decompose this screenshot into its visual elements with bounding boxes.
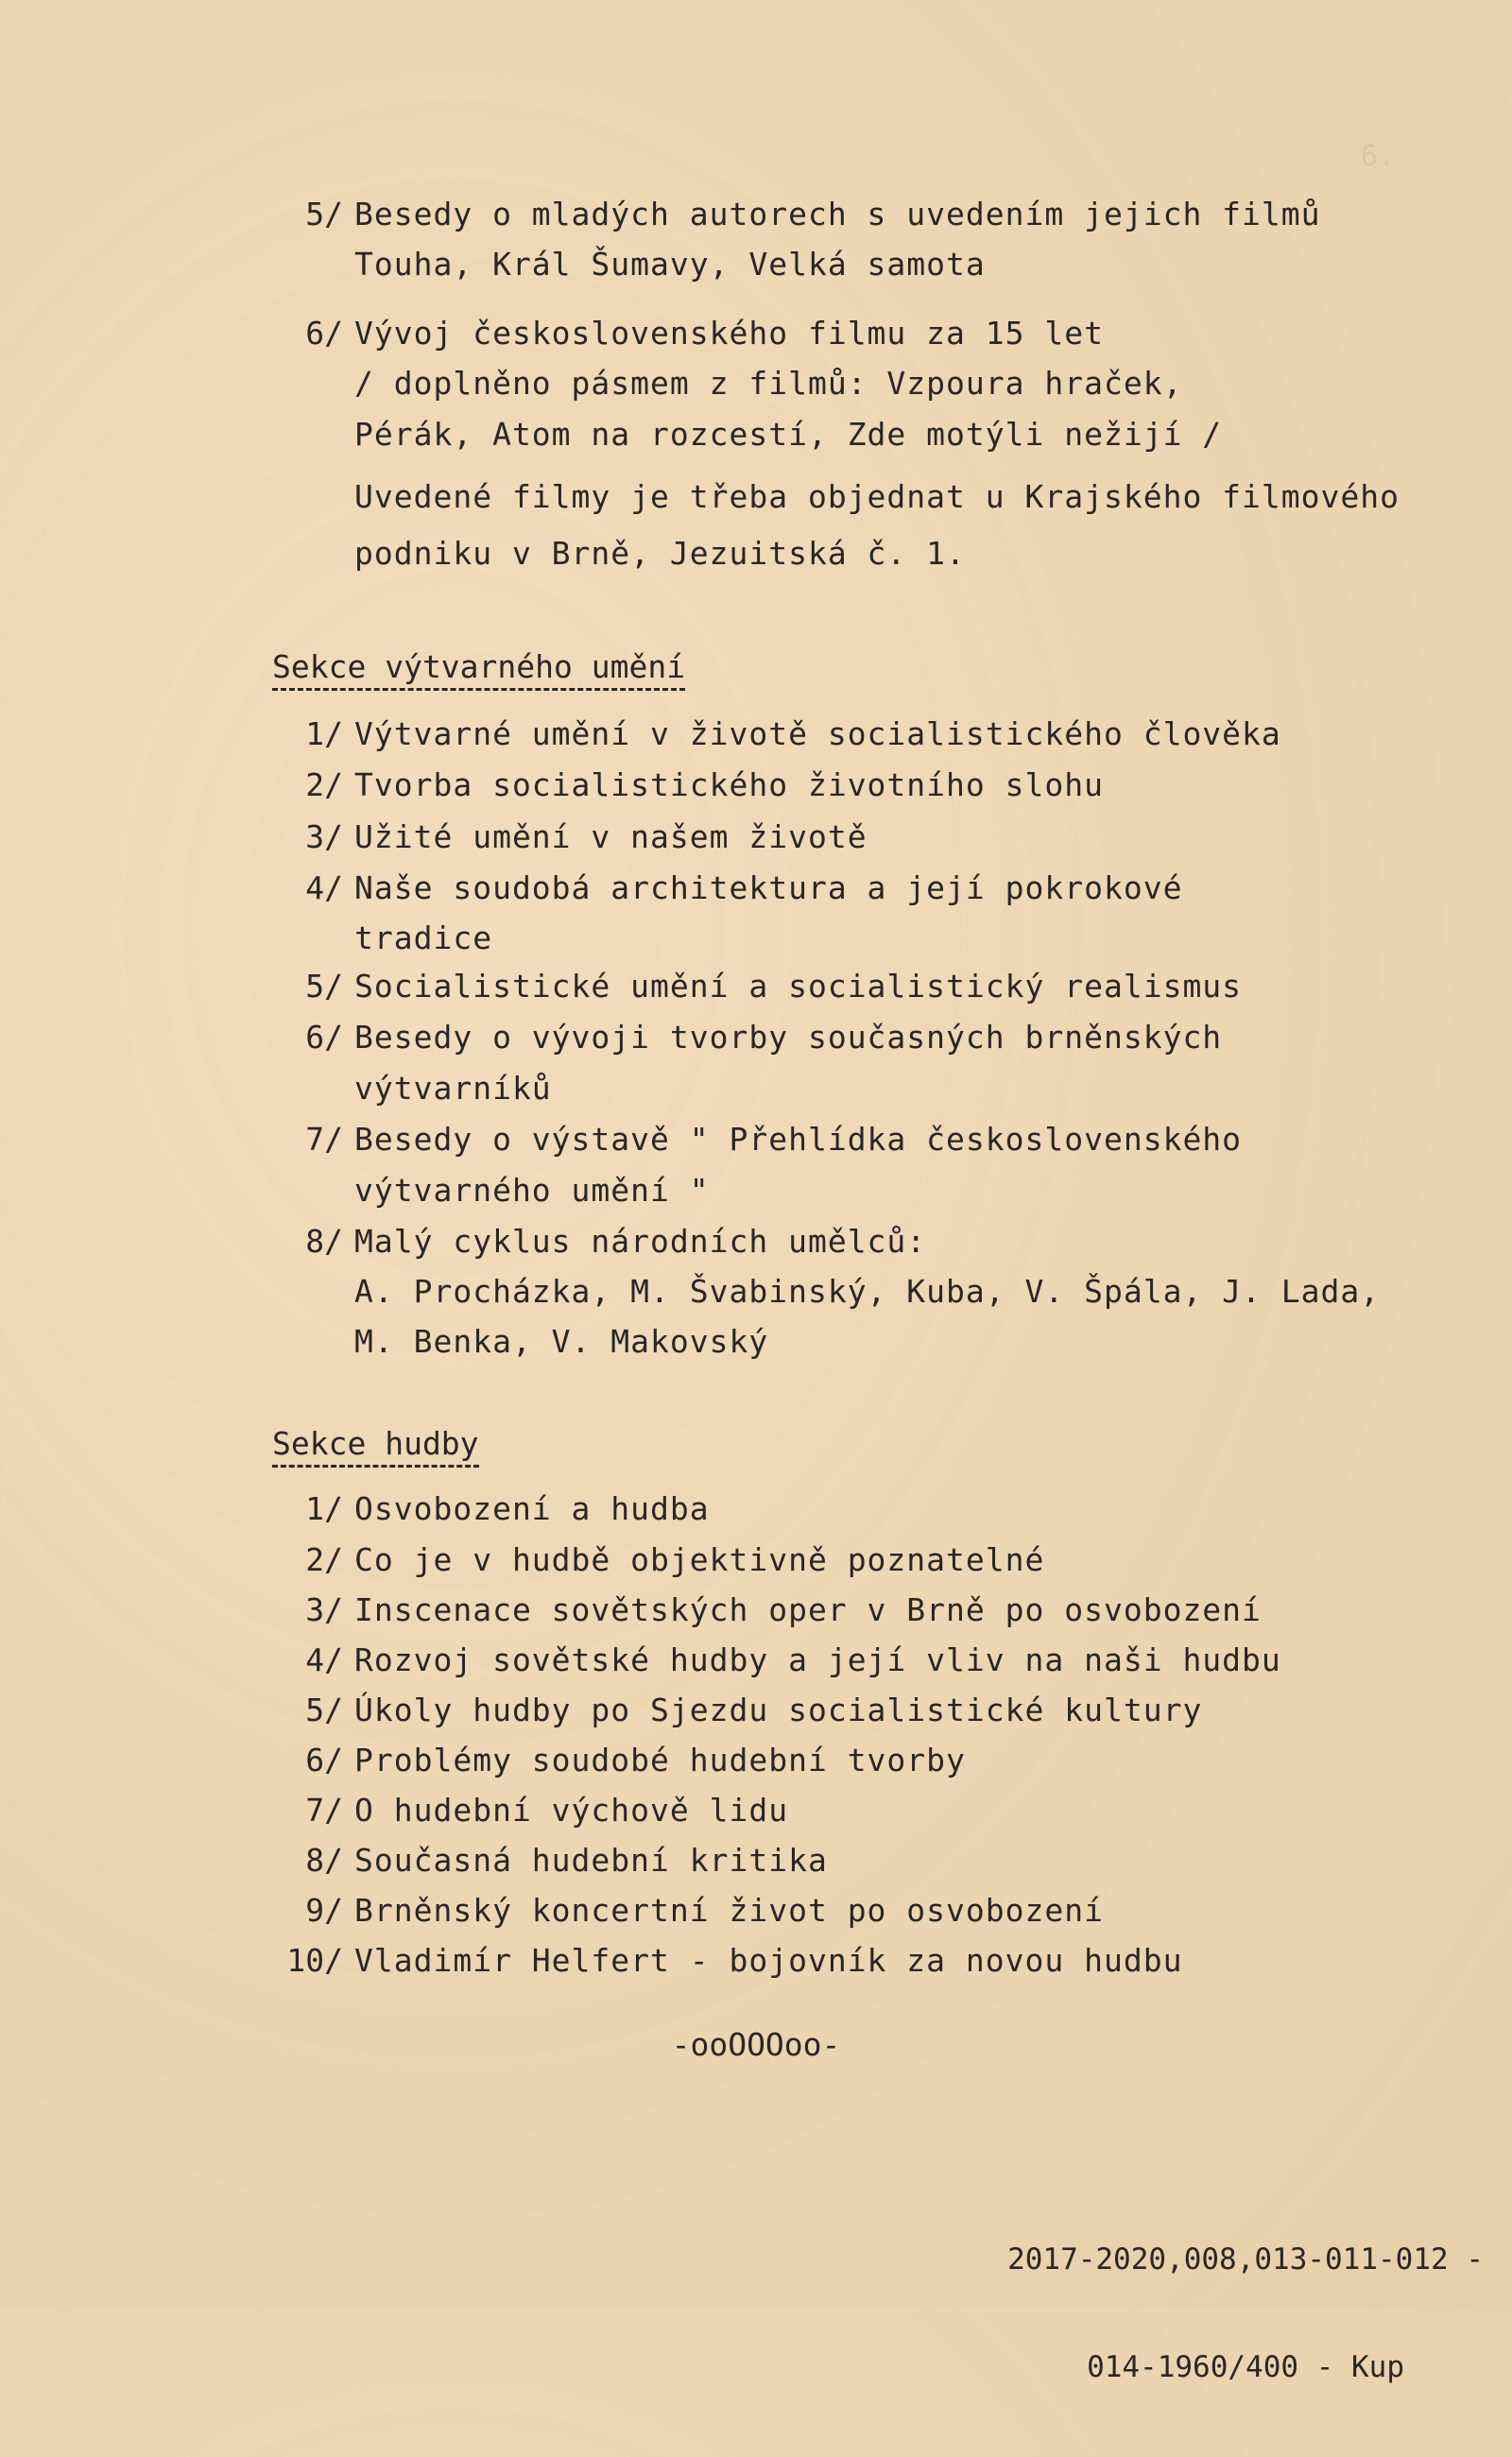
item-text: A. Procházka, M. Švabinský, Kuba, V. Špála, J. Lada, xyxy=(354,1273,1381,1310)
item-text: Výtvarné umění v životě socialistického člověka xyxy=(354,715,1281,752)
item-number: 7/ xyxy=(305,1121,343,1158)
item-text: Besedy o mladých autorech s uvedením jejich filmů xyxy=(354,196,1321,232)
item-number: 8/ xyxy=(305,1842,343,1879)
item-text: Úkoly hudby po Sjezdu socialistické kultury xyxy=(354,1692,1203,1728)
item-text: Vývoj československého filmu za 15 let xyxy=(354,315,1104,352)
page-mark: 6. xyxy=(1361,140,1396,173)
item-text: Tvorba socialistického životního slohu xyxy=(354,766,1104,803)
item-number: 9/ xyxy=(305,1892,343,1929)
item-text: / doplněno pásmem z filmů: Vzpoura hraček, xyxy=(354,365,1183,402)
item-text: M. Benka, V. Makovský xyxy=(354,1323,769,1360)
item-number: 5/ xyxy=(305,196,343,232)
item-text: Besedy o vývoji tvorby současných brněnských xyxy=(354,1019,1223,1056)
section-heading-art: Sekce výtvarného umění xyxy=(272,648,685,691)
section-heading-music: Sekce hudby xyxy=(272,1425,479,1468)
item-number: 8/ xyxy=(305,1223,343,1260)
item-text: Rozvoj sovětské hudby a její vliv na naši hudbu xyxy=(354,1641,1281,1678)
item-text: Naše soudobá architektura a její pokrokové xyxy=(354,869,1183,906)
item-text: Osvobození a hudba xyxy=(354,1490,710,1527)
item-number: 1/ xyxy=(305,1490,343,1527)
item-number: 6/ xyxy=(305,315,343,352)
item-text: Pérák, Atom na rozcestí, Zde motýli nežijí / xyxy=(354,416,1223,453)
item-number: 1/ xyxy=(305,715,343,752)
archive-reference xyxy=(1007,2170,1484,2457)
item-text: Touha, Král Šumavy, Velká samota xyxy=(354,246,986,283)
item-text: O hudební výchově lidu xyxy=(354,1792,789,1829)
item-text: Co je v hudbě objektivně poznatelné xyxy=(354,1541,1045,1578)
item-number: 3/ xyxy=(305,818,343,855)
item-text: Vladimír Helfert - bojovník za novou hudbu xyxy=(354,1942,1183,1979)
item-number: 5/ xyxy=(305,1692,343,1728)
note-text: Uvedené filmy je třeba objednat u Krajského filmového xyxy=(354,478,1400,515)
item-text: Užité umění v našem životě xyxy=(354,818,868,855)
item-text: Současná hudební kritika xyxy=(354,1842,828,1879)
item-text: tradice xyxy=(354,919,493,956)
item-number: 2/ xyxy=(305,766,343,803)
item-text: Problémy soudobé hudební tvorby xyxy=(354,1742,966,1778)
item-number: 4/ xyxy=(305,1641,343,1678)
item-text: Malý cyklus národních umělců: xyxy=(354,1223,927,1260)
archive-reference-line: 2017-2020,008,013-011-012 - xyxy=(1007,2242,1484,2277)
item-text: Socialistické umění a socialistický realismus xyxy=(354,968,1243,1005)
item-number: 7/ xyxy=(305,1792,343,1829)
item-text: Brněnský koncertní život po osvobození xyxy=(354,1892,1104,1929)
item-number: 6/ xyxy=(305,1742,343,1778)
item-number: 3/ xyxy=(305,1591,343,1628)
item-number: 10/ xyxy=(286,1942,343,1979)
item-text: výtvarného umění " xyxy=(354,1172,710,1209)
item-number: 4/ xyxy=(305,869,343,906)
item-number: 2/ xyxy=(305,1541,343,1578)
item-number: 6/ xyxy=(305,1019,343,1056)
note-text: podniku v Brně, Jezuitská č. 1. xyxy=(354,535,966,572)
archive-reference-line: 014-1960/400 - Kup xyxy=(1087,2350,1405,2384)
item-number: 5/ xyxy=(305,968,343,1005)
item-text: výtvarníků xyxy=(354,1070,552,1107)
item-text: Inscenace sovětských oper v Brně po osvobození xyxy=(354,1591,1262,1628)
end-mark: -ooOOOoo- xyxy=(671,2026,841,2063)
item-text: Besedy o výstavě " Přehlídka československého xyxy=(354,1121,1243,1158)
